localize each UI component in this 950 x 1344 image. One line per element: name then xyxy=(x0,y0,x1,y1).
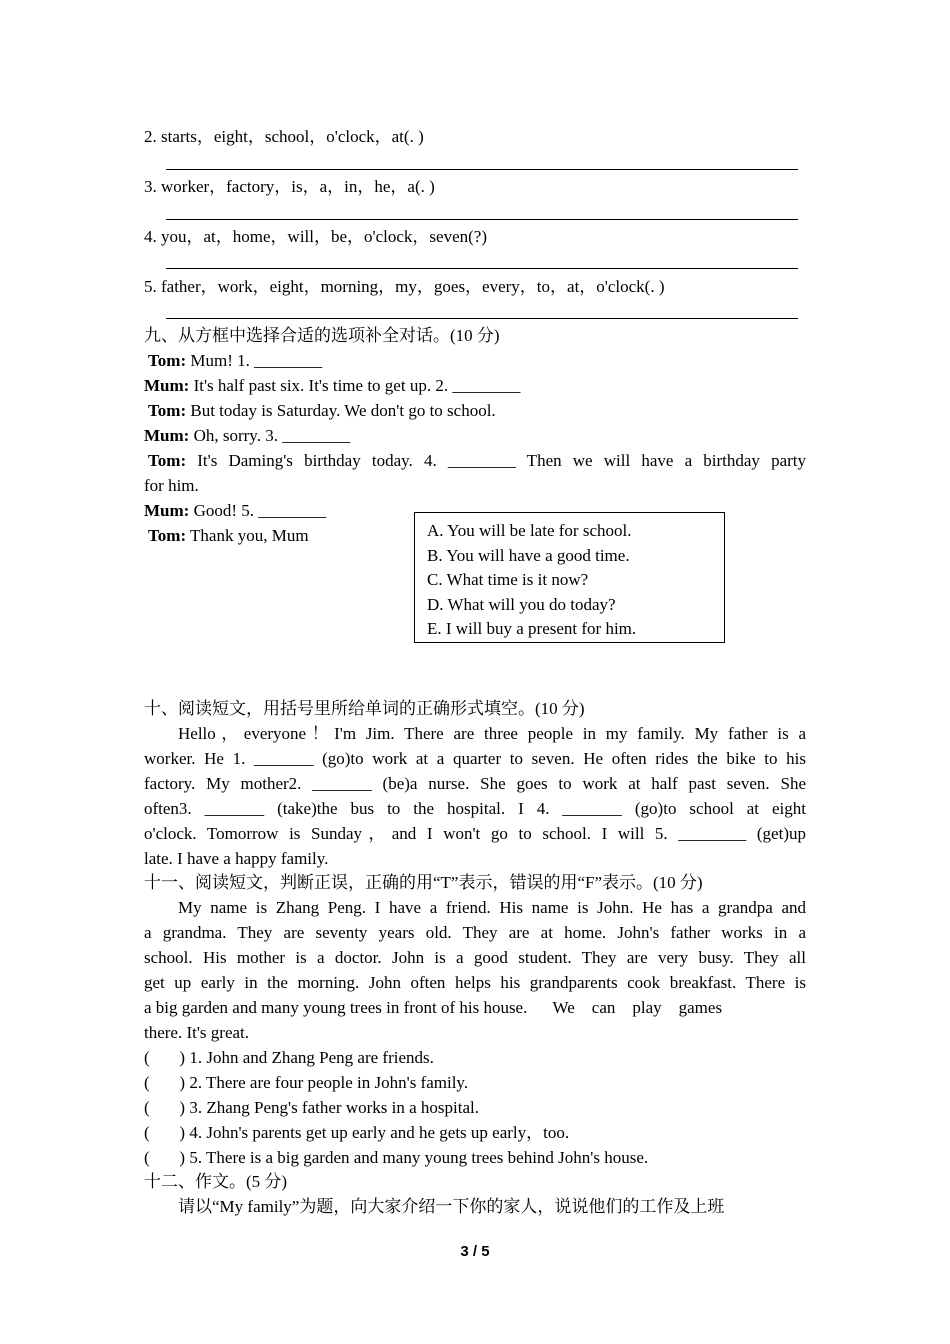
speaker-mum: Mum: xyxy=(144,376,190,395)
dialogue-text: Oh, sorry. 3. ________ xyxy=(189,426,351,445)
judgement-item-1: ( ) 1. John and Zhang Peng are friends. xyxy=(144,1048,434,1067)
dialogue-text: Thank you, Mum xyxy=(186,526,309,545)
section-10-title: 十、阅读短文，用括号里所给单词的正确形式填空。(10 分) xyxy=(144,699,585,718)
page-number: 3 / 5 xyxy=(460,1243,490,1260)
answer-line-2 xyxy=(166,169,798,170)
dialogue-text: Good! 5. ________ xyxy=(189,501,327,520)
judgement-item-5: ( ) 5. There is a big garden and many young trees behind John's house. xyxy=(144,1148,649,1167)
speaker-tom: Tom: xyxy=(148,351,187,370)
passage-line: school. His mother is a doctor. John is a good student. They are very busy. They all xyxy=(144,948,806,967)
section-9-title: 九、从方框中选择合适的选项补全对话。(10 分) xyxy=(144,326,500,345)
section-11-title: 十一、阅读短文，判断正误，正确的用“T”表示，错误的用“F”表示。(10 分) xyxy=(144,873,703,892)
dialogue-text: Mum! 1. ________ xyxy=(186,351,323,370)
sentence-item-5: 5. father，work，eight，morning，my，goes，every，to，at，o'clock(. ) xyxy=(144,277,665,296)
passage-line: Hello，everyone！I'm Jim. There are three people in my family. My father is a xyxy=(178,724,806,743)
passage-line: My name is Zhang Peng. I have a friend. His name is John. He has a grandpa and xyxy=(178,898,806,917)
option-c: C. What time is it now? xyxy=(427,570,589,590)
dialogue-text: But today is Saturday. We don't go to school. xyxy=(186,401,496,420)
speaker-mum: Mum: xyxy=(144,426,190,445)
composition-prompt: 请以“My family”为题，向大家介绍一下你的家人，说说他们的工作及上班 xyxy=(178,1197,725,1216)
dialogue-line xyxy=(148,400,810,422)
passage-line: often3. _______ (take)the bus to the hospital. I 4. _______ (go)to school at eight xyxy=(144,799,806,818)
dialogue-text: It's Daming's birthday today. 4. ________ Then we will have a birthday party xyxy=(186,451,806,470)
option-b: B. You will have a good time. xyxy=(427,545,630,565)
judgement-item-3: ( ) 3. Zhang Peng's father works in a hospital. xyxy=(144,1098,479,1117)
dialogue-text: It's half past six. It's time to get up. 2. ________ xyxy=(189,376,521,395)
speaker-tom: Tom: xyxy=(148,451,187,470)
speaker-tom: Tom: xyxy=(148,401,187,420)
sentence-item-4: 4. you，at，home，will，be，o'clock，seven(?) xyxy=(144,227,487,246)
dialogue-line xyxy=(148,350,810,372)
judgement-item-2: ( ) 2. There are four people in John's family. xyxy=(144,1073,469,1092)
passage-line: a grandma. They are seventy years old. They are at home. John's father works in a xyxy=(144,923,806,942)
option-d: D. What will you do today? xyxy=(427,594,616,614)
dialogue-line xyxy=(144,425,806,447)
speaker-tom: Tom: xyxy=(148,526,187,545)
section-12-title: 十二、作文。(5 分) xyxy=(144,1172,288,1191)
passage-line: there. It's great. xyxy=(144,1023,250,1042)
passage-line: factory. My mother2. _______ (be)a nurse. She goes to work at half past seven. She xyxy=(144,774,806,793)
option-e: E. I will buy a present for him. xyxy=(427,619,637,639)
answer-line-4 xyxy=(166,268,798,269)
answer-line-5 xyxy=(166,318,798,319)
dialogue-line-continued: for him. xyxy=(144,476,199,495)
passage-line: get up early in the morning. John often helps his grandparents cook breakfast. There is xyxy=(144,973,806,992)
dialogue-line xyxy=(148,450,806,472)
judgement-item-4: ( ) 4. John's parents get up early and he gets up early，too. xyxy=(144,1123,570,1142)
speaker-mum: Mum: xyxy=(144,501,190,520)
options-box xyxy=(414,512,725,643)
passage-line: a big garden and many young trees in front of his house. We can play games xyxy=(144,998,723,1017)
passage-line: worker. He 1. _______ (go)to work at a quarter to seven. He often rides the bike to his xyxy=(144,749,806,768)
answer-line-3 xyxy=(166,219,798,220)
sentence-item-2: 2. starts，eight，school，o'clock，at(. ) xyxy=(144,127,424,146)
passage-line: late. I have a happy family. xyxy=(144,849,329,868)
sentence-item-3: 3. worker，factory，is，a，in，he，a(. ) xyxy=(144,177,435,196)
dialogue-line xyxy=(144,375,806,397)
option-a: A. You will be late for school. xyxy=(427,521,632,540)
passage-line: o'clock. Tomorrow is Sunday，and I won't go to school. I will 5. ________ (get)up xyxy=(144,824,806,843)
